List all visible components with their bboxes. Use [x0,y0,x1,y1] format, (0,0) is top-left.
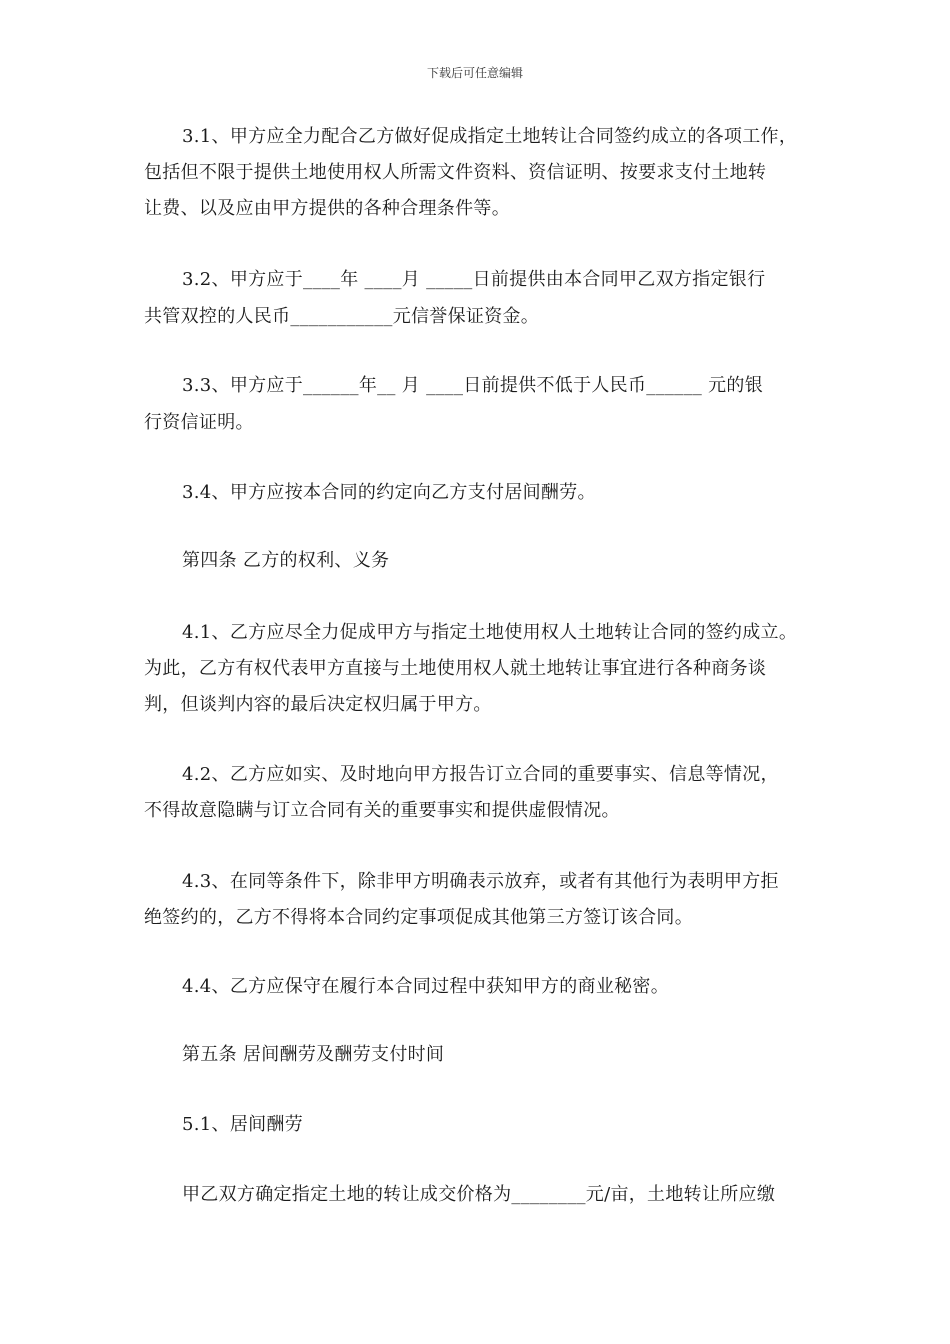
clause-4-2-line-2: 不得故意隐瞒与订立合同有关的重要事实和提供虚假情况。 [144,800,620,821]
clause-4-2-line-1: 4.2、乙方应如实、及时地向甲方报告订立合同的重要事实、信息等情况， [182,764,779,785]
section-4-title: 第四条 乙方的权利、义务 [182,550,390,571]
clause-4-1-line-2: 为此，乙方有权代表甲方直接与土地使用权人就土地转让事宜进行各种商务谈 [144,658,767,679]
section-5-title: 第五条 居间酬劳及酬劳支付时间 [182,1044,445,1065]
clause-5-1-line-1: 5.1、居间酬劳 [182,1114,304,1135]
clause-3-4-line-1: 3.4、甲方应按本合同的约定向乙方支付居间酬劳。 [182,482,596,503]
clause-4-1-line-3: 判，但谈判内容的最后决定权归属于甲方。 [144,694,492,715]
clause-5-1-text-line-1: 甲乙双方确定指定土地的转让成交价格为________元/亩，土地转让所应缴 [182,1184,776,1205]
clause-3-3-line-1: 3.3、甲方应于______年__ 月 ____日前提供不低于人民币______ 元的银 [182,375,763,396]
clause-4-4-line-1: 4.4、乙方应保守在履行本合同过程中获知甲方的商业秘密。 [182,976,670,997]
page-header-note: 下载后可任意编辑 [426,66,523,80]
clause-3-2-line-2: 共管双控的人民币___________元信誉保证资金。 [144,306,540,327]
clause-3-3-line-2: 行资信证明。 [144,412,254,433]
clause-3-1-line-1: 3.1、甲方应全力配合乙方做好促成指定土地转让合同签约成立的各项工作， [182,126,798,147]
clause-4-3-line-2: 绝签约的，乙方不得将本合同约定事项促成其他第三方签订该合同。 [144,907,693,928]
clause-3-1-line-3: 让费、以及应由甲方提供的各种合理条件等。 [144,198,510,219]
clause-4-3-line-1: 4.3、在同等条件下，除非甲方明确表示放弃，或者有其他行为表明甲方拒 [182,871,779,892]
clause-3-1-line-2: 包括但不限于提供土地使用权人所需文件资料、资信证明、按要求支付土地转 [144,162,767,183]
clause-4-1-line-1: 4.1、乙方应尽全力促成甲方与指定土地使用权人土地转让合同的签约成立。 [182,622,798,643]
clause-3-2-line-1: 3.2、甲方应于____年 ____月 _____日前提供由本合同甲乙双方指定银行 [182,269,766,290]
